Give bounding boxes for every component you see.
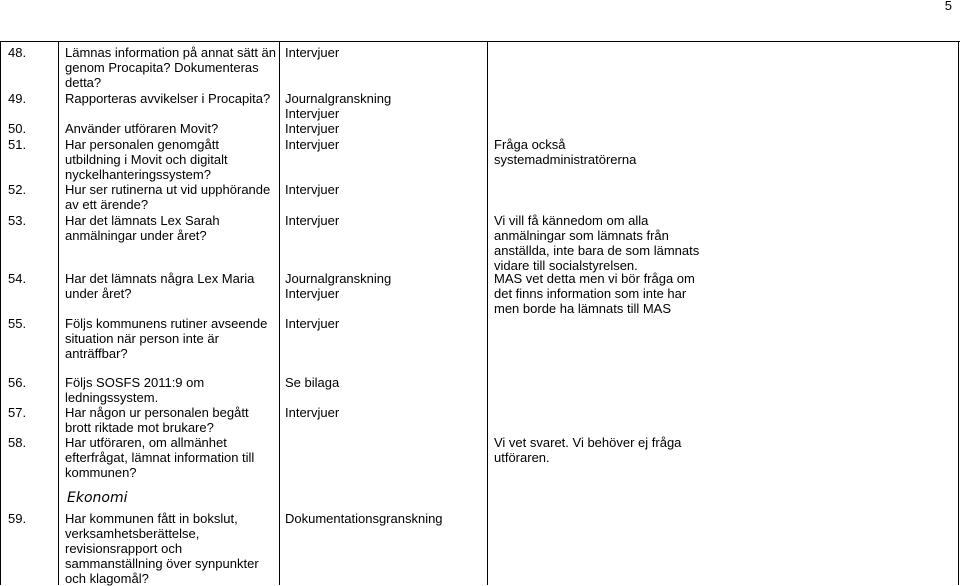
column-divider <box>279 41 280 585</box>
row-number: 53. <box>8 213 27 228</box>
row-number: 56. <box>8 375 27 390</box>
row-number: 57. <box>8 405 27 420</box>
method-cell: Intervjuer <box>285 182 340 197</box>
method-cell: Journalgranskning Intervjuer <box>285 271 392 301</box>
method-cell: Intervjuer <box>285 316 340 331</box>
row-number: 51. <box>8 137 27 152</box>
table-top-border <box>0 41 960 42</box>
question-cell: Rapporteras avvikelser i Procapita? <box>65 91 271 106</box>
method-cell: Intervjuer <box>285 121 340 136</box>
column-divider <box>487 41 488 585</box>
column-divider <box>58 41 59 585</box>
table-right-border <box>958 41 959 585</box>
question-cell: Hur ser rutinerna ut vid upphörande av ett ärende? <box>65 182 271 212</box>
row-number: 50. <box>8 121 27 136</box>
review-table <box>0 41 960 585</box>
section-heading: Ekonomi <box>67 490 128 506</box>
table-left-border <box>0 41 1 585</box>
row-number: 49. <box>8 91 27 106</box>
method-cell: Journalgranskning Intervjuer <box>285 91 392 121</box>
question-cell: Har personalen genomgått utbildning i Movit och digitalt nyckelhanteringssystem? <box>65 137 228 182</box>
question-cell: Har det lämnats Lex Sarah anmälningar under året? <box>65 213 220 243</box>
comment-cell: Vi vill få kännedom om alla anmälningar som lämnats från anställda, inte bara de som lämnats vidare till socialstyrelsen. <box>494 213 700 273</box>
method-cell: Intervjuer <box>285 213 340 228</box>
question-cell: Lämnas information på annat sätt än genom Procapita? Dokumenteras detta? <box>65 45 277 90</box>
row-number: 55. <box>8 316 27 331</box>
method-cell: Intervjuer <box>285 405 340 420</box>
row-number: 58. <box>8 435 27 450</box>
row-number: 54. <box>8 271 27 286</box>
question-cell: Följs SOSFS 2011:9 om ledningssystem. <box>65 375 205 405</box>
question-cell: Har kommunen fått in bokslut, verksamhetsberättelse, revisionsrapport och sammanställning över synpunkter och klagomål? <box>65 511 259 586</box>
method-cell: Dokumentationsgranskning <box>285 511 443 526</box>
method-cell: Intervjuer <box>285 137 340 152</box>
row-number: 59. <box>8 511 27 526</box>
row-number: 52. <box>8 182 27 197</box>
question-cell: Har någon ur personalen begått brott riktade mot brukare? <box>65 405 249 435</box>
comment-cell: Fråga också systemadministratörerna <box>494 137 637 167</box>
method-cell: Se bilaga <box>285 375 340 390</box>
comment-cell: Vi vet svaret. Vi behöver ej fråga utföraren. <box>494 435 682 465</box>
question-cell: Följs kommunens rutiner avseende situation när person inte är anträffbar? <box>65 316 268 361</box>
row-number: 48. <box>8 45 27 60</box>
question-cell: Använder utföraren Movit? <box>65 121 219 136</box>
comment-cell: MAS vet detta men vi bör fråga om det finns information som inte har men borde ha lämnats till MAS <box>494 271 695 316</box>
question-cell: Har det lämnats några Lex Maria under året? <box>65 271 255 301</box>
page-number: 5 <box>944 0 952 13</box>
method-cell: Intervjuer <box>285 45 340 60</box>
question-cell: Har utföraren, om allmänhet efterfrågat, lämnat information till kommunen? <box>65 435 255 480</box>
